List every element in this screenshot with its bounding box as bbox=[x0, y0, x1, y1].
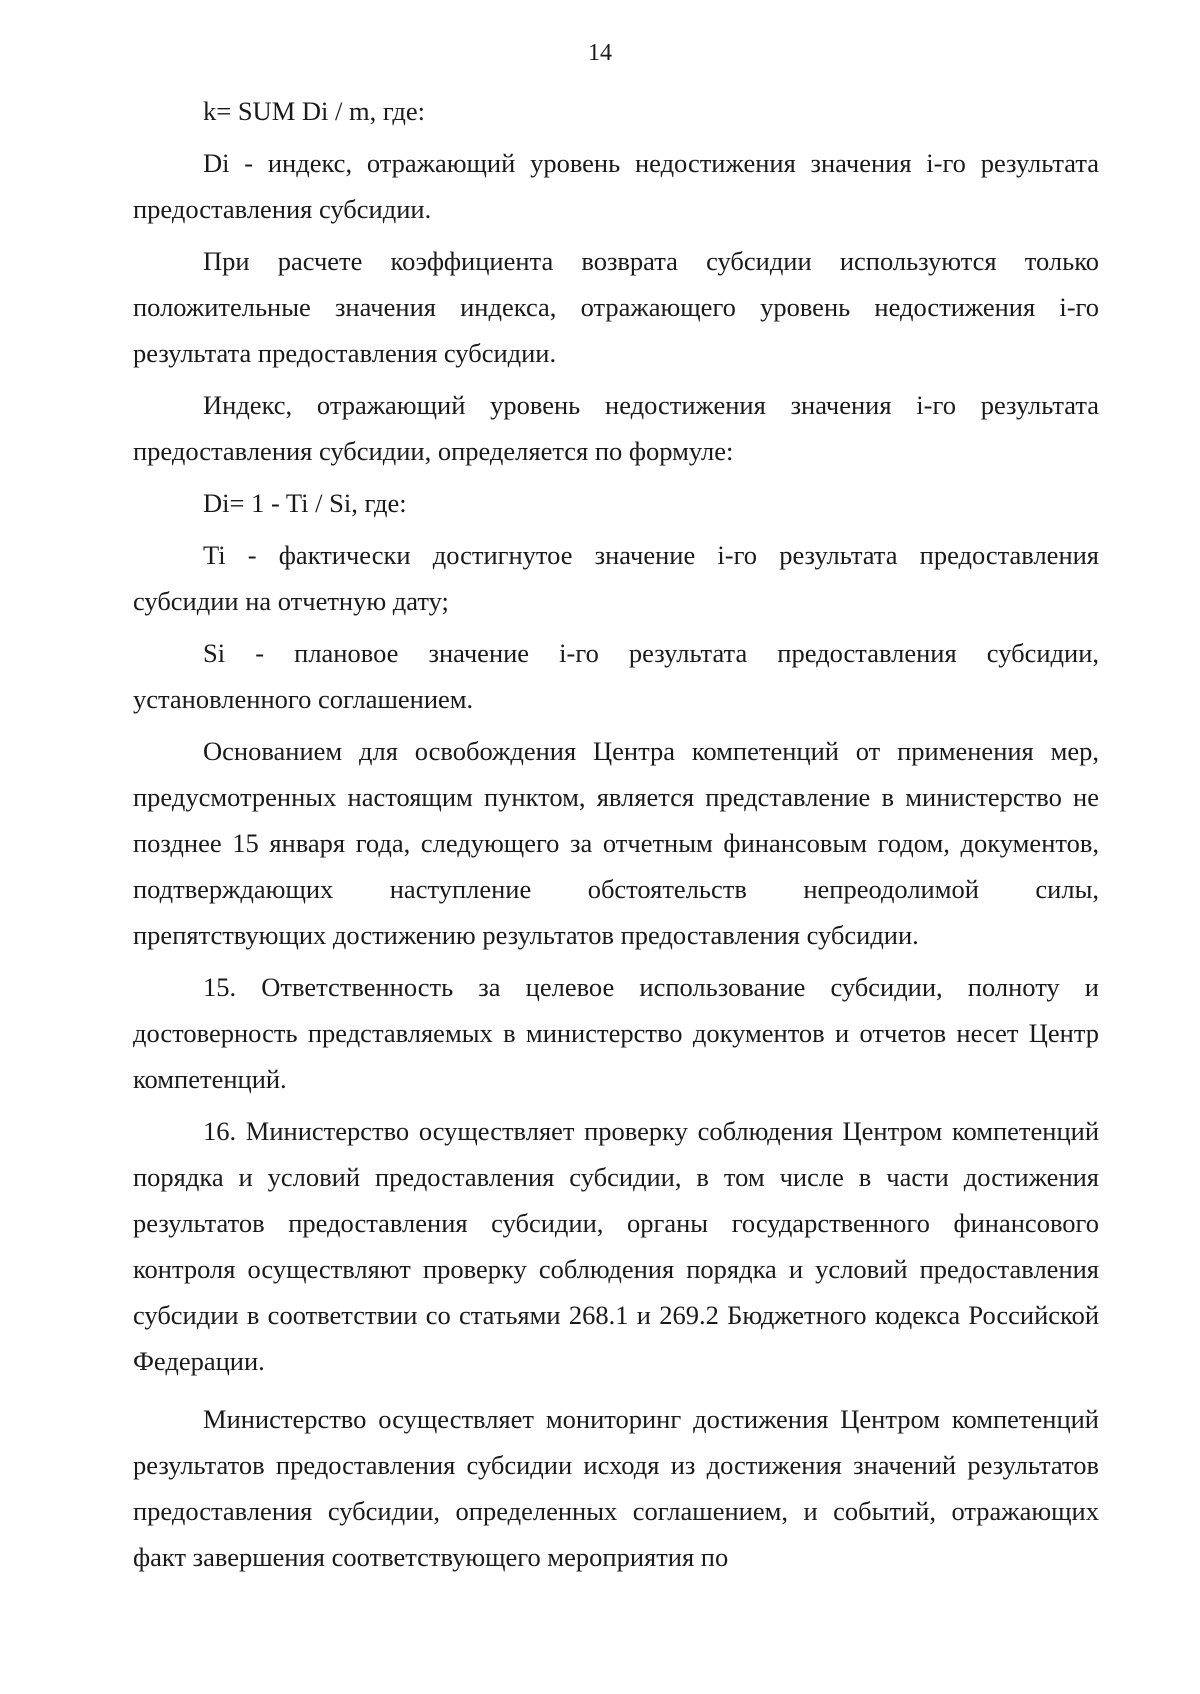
paragraph-ti-definition: Ti - фактически достигнутое значение i-го результата предоставления субсидии на отчетную дату; bbox=[133, 540, 1099, 616]
formula-k: k= SUM Di / m, где: bbox=[203, 96, 426, 126]
document-body bbox=[133, 88, 1099, 1580]
paragraph-monitoring: Министерство осуществляет мониторинг достижения Центром компетенций результатов предоставления субсидии исходя из достижения значений результатов предоставления субсидии, определенных соглашением, и событий, отражающих факт завершения соответствующего мероприятия по bbox=[133, 1404, 1099, 1572]
paragraph-15-responsibility: 15. Ответственность за целевое использование субсидии, полноту и достоверность представляемых в министерство документов и отчетов несет Центр компетенций. bbox=[133, 972, 1099, 1094]
paragraph-di-definition: Di - индекс, отражающий уровень недостижения значения i-го результата предоставления субсидии. bbox=[133, 148, 1099, 224]
paragraph-si-definition: Si - плановое значение i-го результата предоставления субсидии, установленного соглашением. bbox=[133, 638, 1099, 714]
paragraph-return-coefficient: При расчете коэффициента возврата субсидии используются только положительные значения индекса, отражающего уровень недостижения i-го результата предоставления субсидии. bbox=[133, 246, 1099, 368]
paragraph-16-inspection: 16. Министерство осуществляет проверку соблюдения Центром компетенций порядка и условий предоставления субсидии, в том числе в части достижения результатов предоставления субсидии, органы государственного финансового контроля осуществляют проверку соблюдения порядка и условий предоставления субсидии в соответствии со статьями 268.1 и 269.2 Бюджетного кодекса Российской Федерации. bbox=[133, 1116, 1099, 1376]
paragraph-index-formula-intro: Индекс, отражающий уровень недостижения значения i-го результата предоставления субсидии, определяется по формуле: bbox=[133, 390, 1099, 466]
paragraph-exemption-basis: Основанием для освобождения Центра компетенций от применения мер, предусмотренных настоящим пунктом, является представление в министерство не позднее 15 января года, следующего за отчетным финансовым годом, документов, подтверждающих наступление обстоятельств непреодолимой силы, препятствующих достижению результатов предоставления субсидии. bbox=[133, 736, 1099, 950]
page-number: 14 bbox=[588, 40, 612, 66]
formula-di: Di= 1 - Ti / Si, где: bbox=[203, 488, 407, 518]
